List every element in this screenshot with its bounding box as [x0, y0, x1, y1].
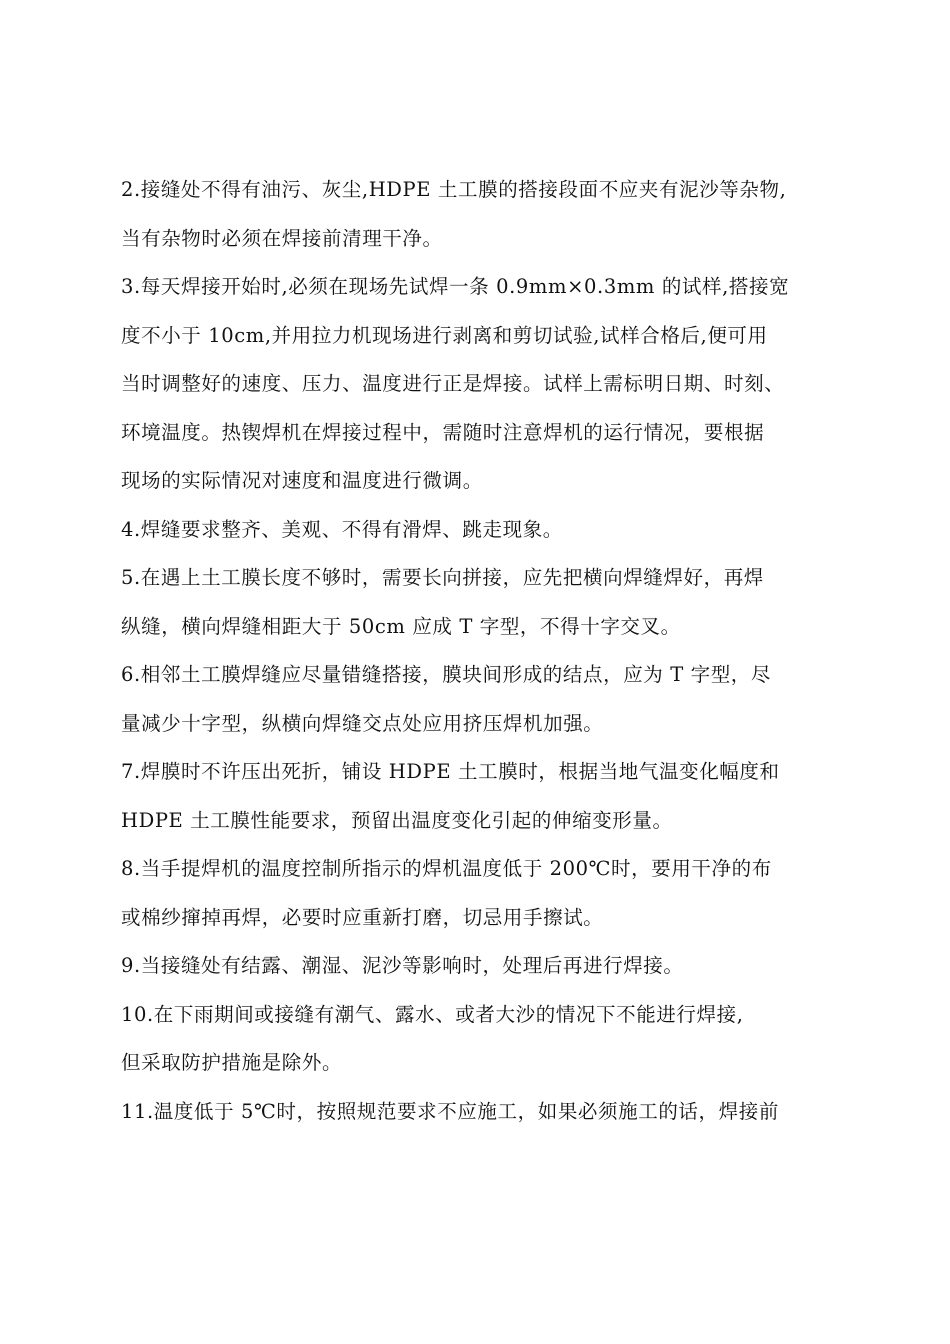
text-line: 量减少十字型，纵横向焊缝交点处应用挤压焊机加强。 — [121, 711, 604, 735]
text-line: 8.当手提焊机的温度控制所指示的焊机温度低于 200℃时，要用干净的布 — [121, 857, 772, 880]
text-line: 度不小于 10cm,并用拉力机现场进行剥离和剪切试验,试样合格后,便可用 — [121, 323, 768, 347]
text-line: 6.相邻土工膜焊缝应尽量错缝搭接，膜块间形成的结点，应为 T 字型，尽 — [121, 663, 772, 686]
text-line: 或棉纱撺掉再焊，必要时应重新打磨，切忌用手擦试。 — [121, 905, 604, 929]
text-line: 2.接缝处不得有油污、灰尘,HDPE 土工膜的搭接段面不应夹有泥沙等杂物, — [121, 178, 787, 201]
text-line: 9.当接缝处有结露、潮湿、泥沙等影响时，处理后再进行焊接。 — [121, 954, 684, 977]
text-line: 当有杂物时必须在焊接前清理干净。 — [121, 226, 443, 250]
text-line: 环境温度。热锲焊机在焊接过程中，需随时注意焊机的运行情况，要根据 — [121, 420, 765, 444]
text-line: 4.焊缝要求整齐、美观、不得有滑焊、跳走现象。 — [121, 517, 563, 541]
text-line: 10.在下雨期间或接缝有潮气、露水、或者大沙的情况下不能进行焊接, — [121, 1002, 744, 1026]
document-body — [121, 175, 833, 1145]
text-line: 现场的实际情况对速度和温度进行微调。 — [121, 469, 483, 492]
text-line: 纵缝，横向焊缝相距大于 50cm 应成 T 字型，不得十字交叉。 — [121, 614, 681, 638]
text-line: 当时调整好的速度、压力、温度进行正是焊接。试样上需标明日期、时刻、 — [121, 372, 785, 395]
text-line: 7.焊膜时不许压出死折，铺设 HDPE 土工膜时，根据当地气温变化幅度和 — [121, 760, 780, 783]
text-line: 5.在遇上土工膜长度不够时，需要长向拼接，应先把横向焊缝焊好，再焊 — [121, 566, 764, 589]
text-line: HDPE 土工膜性能要求，预留出温度变化引起的伸缩变形量。 — [121, 808, 673, 832]
text-line: 3.每天焊接开始时,必须在现场先试焊一条 0.9mm×0.3mm 的试样,搭接宽 — [121, 275, 790, 298]
text-line: 但采取防护措施是除外。 — [121, 1051, 343, 1074]
text-line: 11.温度低于 5℃时，按照规范要求不应施工，如果必须施工的话，焊接前 — [121, 1099, 779, 1123]
